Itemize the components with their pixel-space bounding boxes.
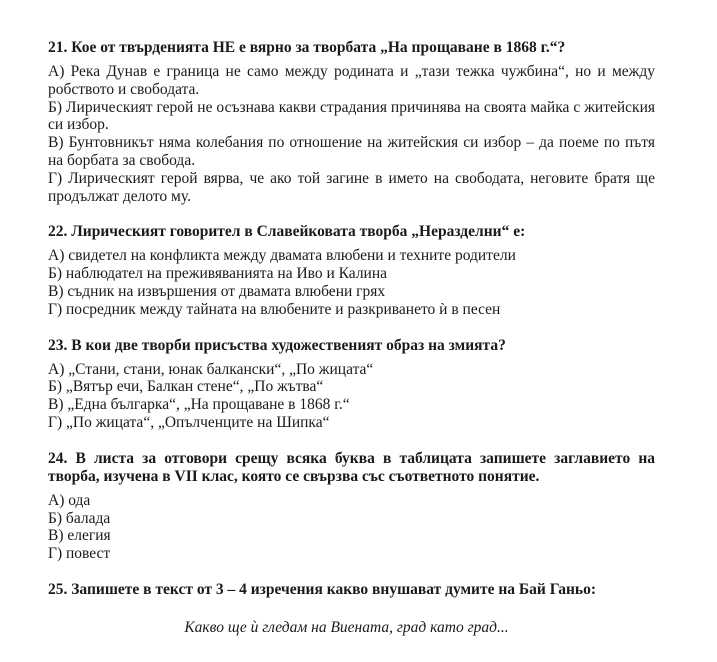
question-title: 22. Лирическият говорител в Славейковата творба „Неразделни“ е: <box>48 223 526 241</box>
question-25 <box>48 581 655 637</box>
question-24 <box>48 450 655 563</box>
option-b: Б) „Вятър ечи, Балкан стене“, „По жътва“ <box>48 378 324 396</box>
option-d: Г) „По жицата“, „Опълченците на Шипка“ <box>48 413 330 431</box>
question-title: 21. Кое от твърденията НЕ е вярно за творбата „На прощаване в 1868 г.“? <box>48 39 566 56</box>
quote: Какво ще ѝ гледам на Виената, град като град... <box>184 618 509 636</box>
question-21 <box>48 39 655 205</box>
option-d: Г) посредник между тайната на влюбените и разкриването ѝ в песен <box>48 300 501 318</box>
exam-page <box>48 39 655 655</box>
option-c: В) Бунтовникът няма колебания по отношение на житейския си избор – да поеме по пътя на борбата за свобода. <box>48 134 655 169</box>
option-a: А) „Стани, стани, юнак балкански“, „По жицата“ <box>48 360 374 378</box>
option-d: Г) повест <box>48 545 111 563</box>
option-c: В) елегия <box>48 527 111 545</box>
option-b: Б) Лирическият герой не осъзнава какви страдания причинява на своята майка с житейския си избор. <box>48 98 655 134</box>
option-c: В) „Една българка“, „На прощаване в 1868 г.“ <box>48 396 350 414</box>
question-23 <box>48 337 655 432</box>
option-b: Б) балада <box>48 509 111 527</box>
option-a: А) свидетел на конфликта между двамата влюбени и техните родители <box>48 247 516 265</box>
question-title: 24. В листа за отговори срещу всяка буква в таблицата запишете заглавието на творба, изучена в VII клас, която се свързва със съответното понятие. <box>48 449 655 485</box>
question-title: 25. Запишете в текст от 3 – 4 изречения какво внушават думите на Бай Ганьо: <box>48 580 597 598</box>
option-a: А) ода <box>48 491 91 509</box>
option-b: Б) наблюдател на преживяванията на Иво и Калина <box>48 265 388 283</box>
question-title: 23. В кои две творби присъства художественият образ на змията? <box>48 336 506 354</box>
option-a: А) Река Дунав е граница не само между родината и „тази тежка чужбина“, но и между робството и свободата. <box>48 63 655 98</box>
option-c: В) съдник на извършения от двамата влюбени грях <box>48 282 386 300</box>
question-22 <box>48 223 655 318</box>
option-d: Г) Лирическият герой вярва, че ако той загине в името на свободата, неговите братя ще продължат делото му. <box>48 169 655 205</box>
